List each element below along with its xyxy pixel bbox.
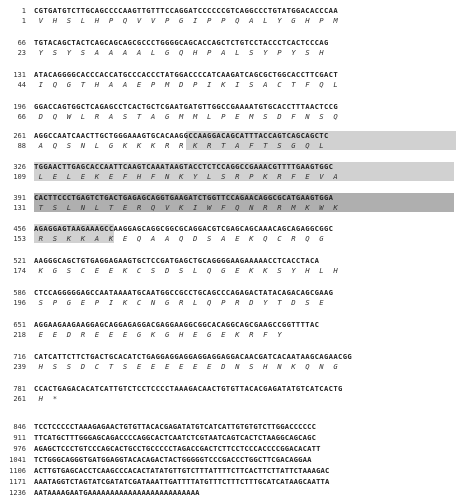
nucleotide-sequence: GGACCAGTGGCTCAGAGCCTCACTGCTCGAATGATGTTGGCCGAAAATGTGCACCTTTAACTCCG [34,102,339,111]
nucleotide-position: 1041 [9,456,26,464]
amino-acid-position: 174 [13,267,26,275]
utr-sequence: ACTTGTGAGCACCTCAAGCCCACACTATATGTTGTCTTTATTTTCTTCACTTCTTATTCTAAAGAC [34,466,330,475]
amino-acid-sequence: V H S L H P Q V V P G I P P Q A L Y G H P M [34,16,339,25]
nucleotide-position: 261 [13,132,26,140]
amino-acid-position: 196 [13,299,26,307]
nucleotide-position: 326 [13,163,26,171]
amino-acid-sequence: R S K K A K E Q A A Q D S A E K Q C R Q G [34,234,324,243]
nucleotide-sequence: CGTGATGTCTTGCAGCCCCAAGTTGTTTCCAGGATCCCCCCGTCAGGCCCTGTATGGACACCCAA [34,6,339,15]
amino-acid-sequence: E E D R E E E G K G H E G E K R F Y [34,330,282,339]
nucleotide-position: 716 [13,353,26,361]
nucleotide-position: 521 [13,257,26,265]
nucleotide-sequence: TGTACAGCTACTCAGCAGCAGCGCCCTGGGGCAGCACCAGCTCTGTCCTACCCTCACTCCCAG [34,38,329,47]
nucleotide-sequence: AAGGGCAGCTGTGAGGAGAAGTGCTCCGATGAGCTGCAGGGGAAGAAAAACCTCACCTACA [34,256,320,265]
nucleotide-sequence: AGGCCAATCAACTTGCTGGGAAAGTGCACAAGGCCAAGGACAGCATTTACCAGTCAGCAGCTC [34,131,329,140]
amino-acid-position: 261 [13,395,26,403]
nucleotide-position: 976 [13,445,26,453]
amino-acid-sequence: S P G E P I K C N G R L Q P R D Y T D S E [34,298,324,307]
nucleotide-position: 586 [13,289,26,297]
nucleotide-sequence: AGAGGAGTAAGAAAGCCAAGGAGCAGGCGGCGCAGGACGTCGAGCAGCAAACAGCAGAGGCGGC [34,224,334,233]
utr-sequence: TCTGGGCAGGGTGATGGAGGTACACAGACTACTGGGGGTCCCGACCCTGGCTTCGACAGGAA [34,455,312,464]
utr-sequence: AGAGCTCCCTGTCCCAGCACTGCCTGCCCCCTAGACCGACTCTTCCTCCCACCCCGGACACATT [34,444,321,453]
amino-acid-position: 131 [13,204,26,212]
amino-acid-position: 218 [13,331,26,339]
amino-acid-position: 66 [17,113,26,121]
amino-acid-sequence: D Q W L R A S T A G M M L P E M S D F N S Q [34,112,339,121]
nucleotide-position: 781 [13,385,26,393]
nucleotide-sequence: AGGAAGAAGAAGGAGCAGGAGAGGACGAGGAAGGCGGCACAGGCAGCGAAGCCGGTTTTAC [34,320,320,329]
amino-acid-sequence: Y S Y S A A A A L G Q H P A L S Y P Y S H [34,48,324,57]
amino-acid-sequence: T S L N L T E R Q V K I W F Q N R R M K W K [34,203,339,212]
nucleotide-position: 846 [13,423,26,431]
nucleotide-position: 651 [13,321,26,329]
nucleotide-sequence: ATACAGGGGCACCCACCATGCCCACCCTATGGACCCCATCAAGATCAGCGCTGGCACCTTCGACT [34,70,339,79]
amino-acid-sequence: K G S C E E K C S D S L Q G E K K S Y H L H [34,266,339,275]
amino-acid-sequence: H S S D C T S E E E E E E D N S H N K Q N G [34,362,339,371]
nucleotide-position: 1106 [9,467,26,475]
nucleotide-position: 196 [13,103,26,111]
nucleotide-sequence: CACTTCCCTGAGTCTGACTGAGAGCAGGTGAAGATCTGGTTCCAGAACAGGCGCATGAAGTGGA [34,193,334,202]
amino-acid-position: 44 [17,81,26,89]
nucleotide-position: 1 [21,7,26,15]
amino-acid-position: 153 [13,235,26,243]
amino-acid-position: 1 [21,17,26,25]
nucleotide-position: 1236 [9,489,26,497]
nucleotide-position: 456 [13,225,26,233]
nucleotide-sequence: CTCCAGGGGGAGCCAATAAAATGCAATGGCCGCCTGCAGCCCAGAGACTATACAGACAGCGAAG [34,288,334,297]
utr-sequence: TCCTCCCCCTAAAGAGAACTGTGTTACACGAGATATGTCATCATTGTGTGTCTTGGACCCCCC [34,422,317,431]
utr-sequence: AATAAAAGAATGAAAAAAAAAAAAAAAAAAAAAAAAA [34,488,200,497]
nucleotide-position: 131 [13,71,26,79]
amino-acid-position: 239 [13,363,26,371]
amino-acid-sequence: L E L E K E F H F N K Y L S R P K R F E V A [34,172,339,181]
nucleotide-sequence: TGGAACTTGAGCACCAATTCAAGTCAAATAAGTACCTCTCCAGGCCGAAACGTTTTGAAGTGGC [34,162,334,171]
utr-sequence: AAATAGGTCTAGTATCGATATCGATAAATTGATTTTATGTTTCTTTCTTTGCATCATAAGCAATTA [34,477,330,486]
amino-acid-sequence: A Q S N L G K K K R R K R T A F T S G Q L [34,141,324,150]
nucleotide-sequence: CATCATTCTTCTGACTGCACATCTGAGGAGGAGGAGGAGGAGGACAACGATCACAATAAGCAGAACGG [34,352,353,361]
amino-acid-position: 109 [13,173,26,181]
nucleotide-position: 391 [13,194,26,202]
amino-acid-position: 23 [17,49,26,57]
nucleotide-sequence: CCACTGAGACACATCATTGTCTCCTCCCCTAAAGACAACTGTGTTACACGAGATATGTCATCACTG [34,384,343,393]
nucleotide-position: 1171 [9,478,26,486]
nucleotide-position: 66 [17,39,26,47]
nucleotide-position: 911 [13,434,26,442]
utr-sequence: TTCATGCTTTGGGAGCAGACCCCAGGCACTCAATCTCGTAATCAGTCACTCTAAGGCAGCAGC [34,433,317,442]
amino-acid-sequence: H * [34,394,58,403]
amino-acid-position: 88 [17,142,26,150]
amino-acid-sequence: I Q G T H A A E P M D P I K I S A C T F Q L [34,80,339,89]
